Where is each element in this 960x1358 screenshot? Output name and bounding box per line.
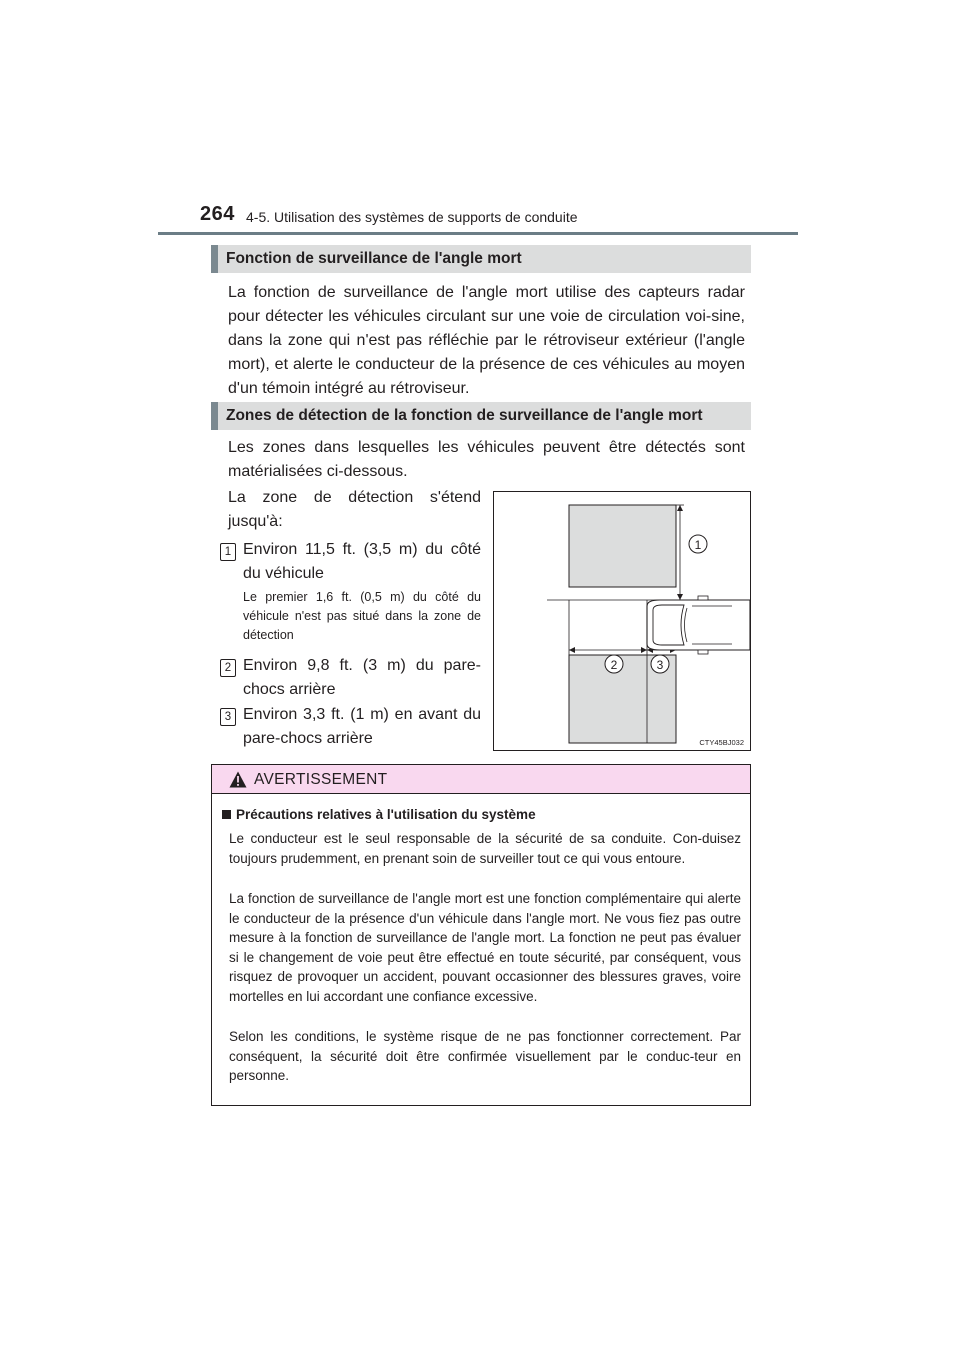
callout-1-text: 1 xyxy=(694,538,702,552)
warning-paragraph-1: Le conducteur est le seul responsable de la sécurité de sa conduite. Con-duisez toujours prudemment, en prenant soin de surveiller tout ce qui vous entoure. xyxy=(229,831,741,866)
page-number: 264 xyxy=(200,203,235,225)
callout-2-text: 2 xyxy=(610,658,618,672)
item-text-2: Environ 9,8 ft. (3 m) du pare-chocs arrière xyxy=(243,657,481,698)
callout-2 xyxy=(605,655,623,673)
car-icon xyxy=(647,596,750,654)
warning-subtitle xyxy=(222,807,536,822)
arrow-up xyxy=(677,505,683,511)
figure-code: CTY45BJ032 xyxy=(699,738,744,747)
arrow-mid-a xyxy=(641,647,647,653)
section-heading-text: Zones de détection de la fonction de surveillance de l'angle mort xyxy=(226,407,703,424)
diagram-svg xyxy=(494,492,750,750)
item-number-3: 3 xyxy=(220,708,236,726)
section-heading-detection-zones xyxy=(211,402,751,430)
warning-subtitle-text: Précautions relatives à l'utilisation du système xyxy=(236,807,536,822)
warning-header xyxy=(212,765,750,794)
range-intro: La zone de détection s'étend jusqu'à: xyxy=(228,489,481,530)
square-bullet-icon xyxy=(222,810,231,819)
callout-1 xyxy=(689,535,707,553)
item-number-2: 2 xyxy=(220,659,236,677)
warning-triangle-icon xyxy=(229,771,247,788)
zones-intro-paragraph: Les zones dans lesquelles les véhicules peuvent être détectés sont matérialisées ci-dessous. xyxy=(228,439,745,480)
callout-3 xyxy=(651,655,669,673)
zone-front xyxy=(569,505,676,587)
detection-zone-diagram xyxy=(493,491,751,751)
warning-paragraph-2: La fonction de surveillance de l'angle mort est une fonction complémentaire qui alerte le conducteur de la présence d'un véhicule dans l'angle mort. Ne vous fiez pas outre mesure à la fonction de surveillance de l'angle mort. La fonction ne peut pas évaluer si le changement de voie peut être effectué en toute sécurité, par conséquent, vous risquez de provoquer un accident, pouvant occasionner des blessures graves, voire mortelles en lui accordant une confiance excessive. xyxy=(229,891,741,1004)
section-heading-text: Fonction de surveillance de l'angle mort xyxy=(226,250,522,267)
callout-3-text: 3 xyxy=(656,658,664,672)
warning-title: AVERTISSEMENT xyxy=(254,771,388,788)
item-text-1: Environ 11,5 ft. (3,5 m) du côté du véhicule xyxy=(243,541,481,582)
item-number-1: 1 xyxy=(220,543,236,561)
arrow-down xyxy=(677,594,683,600)
section-heading-blind-spot xyxy=(211,245,751,273)
chapter-title: 4-5. Utilisation des systèmes de supports de conduite xyxy=(246,209,578,225)
header-rule xyxy=(158,232,798,235)
arrow-left xyxy=(569,647,575,653)
item-text-3: Environ 3,3 ft. (1 m) en avant du pare-chocs arrière xyxy=(243,706,481,747)
warning-box xyxy=(211,764,751,1106)
intro-paragraph: La fonction de surveillance de l'angle mort utilise des capteurs radar pour détecter les véhicules circulant sur une voie de circulation voi-sine, dans la zone qui n'est pas réfléchie par le rétroviseur extérieur (l'angle mort), et alerte le conducteur de la présence de ces véhicules au moyen d'un témoin intégré au rétroviseur. xyxy=(228,284,745,397)
warning-paragraph-3: Selon les conditions, le système risque de ne pas fonctionner correctement. Par conséquent, la sécurité doit être confirmée visuellement par le conduc-teur en personne. xyxy=(229,1029,741,1083)
item-note-1: Le premier 1,6 ft. (0,5 m) du côté du véhicule n'est pas situé dans la zone de détection xyxy=(243,590,481,642)
